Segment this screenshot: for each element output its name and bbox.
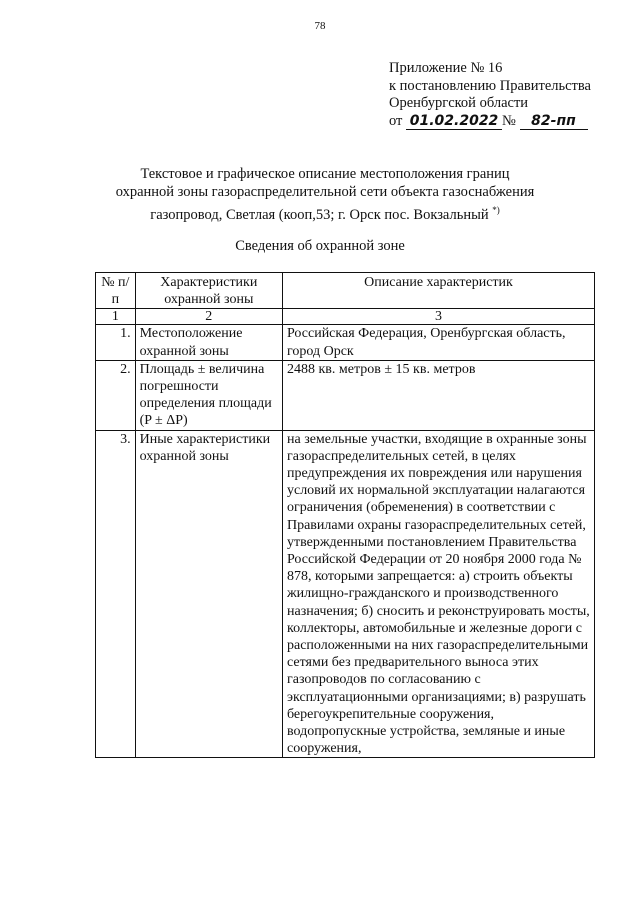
appendix-block — [389, 60, 591, 130]
row-1-description: Российская Федерация, Оренбургская область, город Орск — [282, 325, 594, 360]
footnote-mark: *) — [492, 205, 500, 215]
appendix-line-2: к постановлению Правительства — [389, 77, 591, 94]
row-1-characteristic: Местоположение охранной зоны — [135, 325, 282, 360]
appendix-line-1: Приложение № 16 — [389, 60, 503, 76]
appendix-signature-line — [389, 113, 591, 131]
table-row — [96, 325, 595, 360]
title-line-1: Текстовое и графическое описание местоположения границ — [140, 166, 510, 182]
section-title: Сведения об охранной зоне — [235, 238, 405, 254]
title-line-3-text: газопровод, Светлая (кооп,53; г. Орск пос. Вокзальный — [150, 206, 489, 223]
row-2-description: 2488 кв. метров ± 15 кв. метров — [282, 360, 594, 430]
number-prefix: № — [502, 112, 516, 129]
appendix-line-3: Оренбургской области — [389, 95, 529, 111]
table-row — [96, 430, 595, 758]
table-header-row — [96, 273, 595, 309]
row-2-num: 2. — [96, 360, 136, 430]
row-1-num: 1. — [96, 325, 136, 360]
column-number-row — [96, 309, 595, 325]
row-3-num: 3. — [96, 430, 136, 758]
header-num: № п/п — [96, 273, 136, 309]
handwritten-number: 82-пп — [520, 114, 588, 130]
column-number-2: 2 — [135, 309, 282, 325]
table-row — [96, 360, 595, 430]
protection-zone-table — [95, 272, 595, 758]
header-description: Описание характеристик — [282, 273, 594, 309]
handwritten-date: 01.02.2022 — [406, 114, 502, 130]
title-line-2: охранной зоны газораспределительной сети объекта газоснабжения — [115, 184, 535, 200]
date-prefix: от — [389, 112, 403, 129]
page-number: 78 — [314, 20, 326, 32]
header-characteristic: Характеристики охранной зоны — [135, 273, 282, 309]
row-3-characteristic: Иные характеристики охранной зоны — [135, 430, 282, 758]
row-3-description: на земельные участки, входящие в охранные зоны газораспределительных сетей, в целях предупреждения их повреждения или нарушения условий их нормальной эксплуатации налагаются ограничения (обременения) в соответствии с Правилами охраны газораспределительных сетей, утвержденными постановлением Правительства Российской Федерации от 20 ноября 2000 года № 878, которыми запрещается: а) строить объекты жилищно-гражданского и производственного назначения; б) сносить и реконструировать мосты, коллекторы, автомобильные и железные дороги с расположенными на них газораспределительными сетями без предварительного выноса этих газопроводов по согласованию с эксплуатационными организациями; в) разрушать берегоукрепительные сооружения, водопропускные устройства, земляные и иные сооружения, — [282, 430, 594, 758]
document-title — [60, 165, 590, 224]
title-line-3 — [60, 201, 590, 224]
column-number-3: 3 — [282, 309, 594, 325]
row-2-characteristic: Площадь ± величина погрешности определения площади (P ± ΔP) — [135, 360, 282, 430]
column-number-1: 1 — [96, 309, 136, 325]
